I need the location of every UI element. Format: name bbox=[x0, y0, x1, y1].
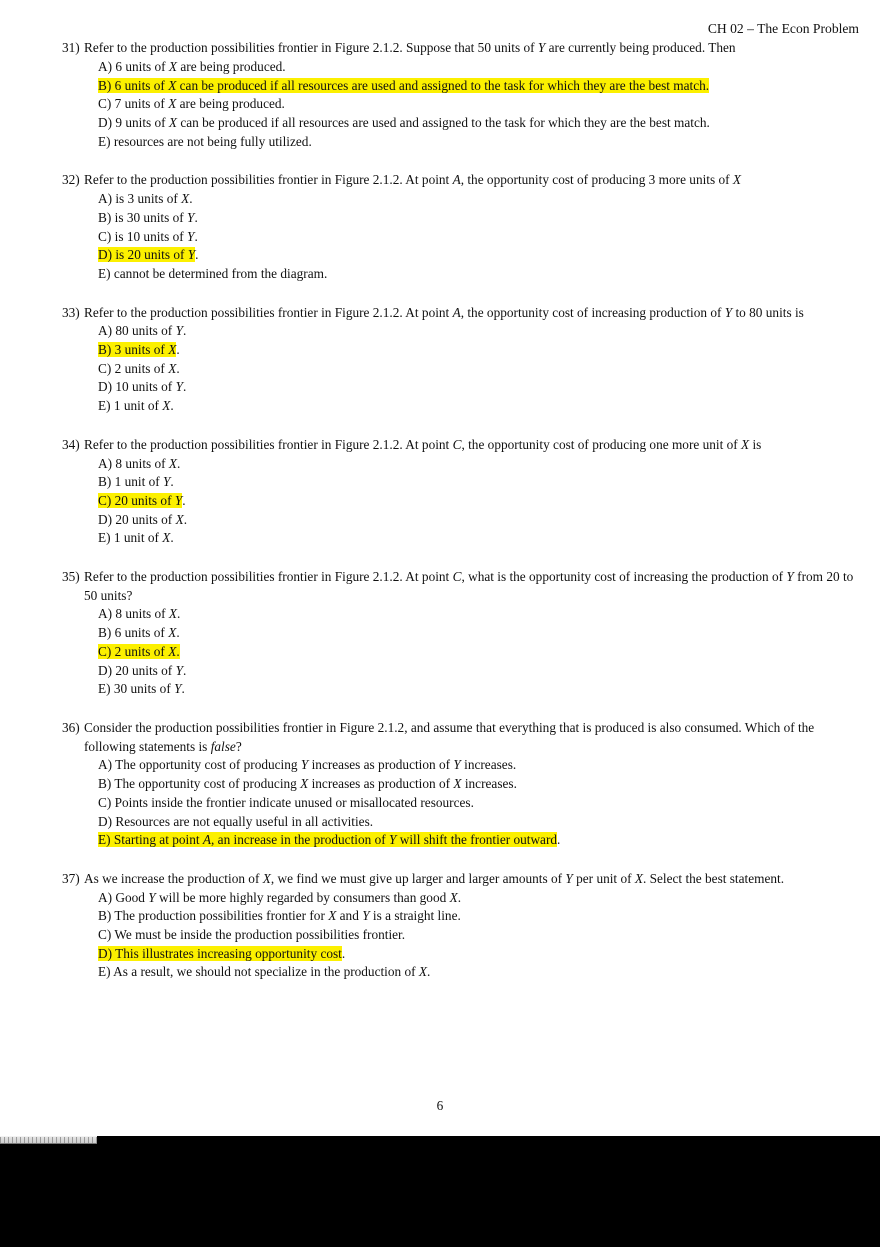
answer-option bbox=[98, 680, 859, 699]
answer-text: B) 1 unit of Y. bbox=[98, 474, 174, 490]
answer-text: C) 7 units of X are being produced. bbox=[98, 96, 285, 112]
answer-option bbox=[98, 945, 859, 964]
chapter-title: CH 02 – The Econ Problem bbox=[707, 21, 859, 36]
answer-option bbox=[98, 473, 859, 492]
highlighted-answer: B) 3 units of X bbox=[98, 342, 177, 358]
answer-option bbox=[98, 265, 859, 284]
answer-option bbox=[98, 624, 859, 643]
answer-tail: . bbox=[182, 492, 186, 508]
answer-option bbox=[98, 114, 859, 133]
question-number: 34) bbox=[62, 436, 80, 452]
answer-option bbox=[98, 889, 859, 908]
answer-option bbox=[98, 228, 859, 247]
scrollbar-fragment[interactable] bbox=[0, 1136, 97, 1144]
question-stem-row bbox=[62, 171, 859, 190]
answer-text: C) Points inside the frontier indicate unused or misallocated resources. bbox=[98, 794, 474, 810]
question-number: 33) bbox=[62, 304, 80, 320]
answer-text: A) The opportunity cost of producing Y increases as production of Y increases. bbox=[98, 757, 517, 773]
question-number: 31) bbox=[62, 40, 80, 56]
question bbox=[62, 39, 859, 151]
answer-text: E) cannot be determined from the diagram. bbox=[98, 265, 328, 281]
answer-text: E) As a result, we should not specialize in the production of X. bbox=[98, 964, 431, 980]
answer-option bbox=[98, 77, 859, 96]
answer-option bbox=[98, 95, 859, 114]
answer-option bbox=[98, 133, 859, 152]
options bbox=[98, 190, 859, 284]
answer-option bbox=[98, 529, 859, 548]
options bbox=[98, 58, 859, 152]
question bbox=[62, 304, 859, 416]
answer-text: D) 20 units of X. bbox=[98, 511, 188, 527]
answer-option bbox=[98, 209, 859, 228]
answer-text: A) is 3 units of X. bbox=[98, 191, 193, 207]
highlighted-answer: B) 6 units of X can be produced if all resources are used and assigned to the task for which they are the best match. bbox=[98, 77, 710, 93]
answer-option bbox=[98, 511, 859, 530]
question-stem: Refer to the production possibilities frontier in Figure 2.1.2. Suppose that 50 units of Y are currently being produced. Then bbox=[84, 40, 736, 56]
answer-tail: . bbox=[341, 945, 346, 961]
answer-option bbox=[98, 605, 859, 624]
answer-text: B) 6 units of X. bbox=[98, 625, 180, 641]
page-header bbox=[62, 20, 859, 39]
options bbox=[98, 605, 859, 699]
answer-option bbox=[98, 492, 859, 511]
question bbox=[62, 719, 859, 850]
question-stem-row bbox=[62, 870, 859, 889]
answer-text: A) 8 units of X. bbox=[98, 606, 181, 622]
question bbox=[62, 568, 859, 699]
answer-option bbox=[98, 756, 859, 775]
question bbox=[62, 171, 859, 283]
page-number: 6 bbox=[436, 1098, 444, 1113]
answer-text: B) The production possibilities frontier for X and Y is a straight line. bbox=[98, 908, 461, 924]
answer-tail: . bbox=[557, 832, 561, 848]
answer-tail: . bbox=[195, 247, 199, 263]
question-number: 32) bbox=[62, 172, 80, 188]
question-stem: Refer to the production possibilities frontier in Figure 2.1.2. At point A, the opportunity cost of producing 3 more units of X bbox=[84, 172, 742, 188]
answer-option bbox=[98, 58, 859, 77]
answer-option bbox=[98, 775, 859, 794]
highlighted-answer: C) 2 units of X. bbox=[98, 643, 180, 659]
answer-option bbox=[98, 190, 859, 209]
question-stem-row bbox=[62, 436, 859, 455]
answer-text: D) 9 units of X can be produced if all resources are used and assigned to the task for which they are the best match. bbox=[98, 115, 710, 131]
answer-option bbox=[98, 341, 859, 360]
question-number: 36) bbox=[62, 720, 80, 735]
answer-text: A) 8 units of X. bbox=[98, 455, 181, 471]
highlighted-answer: E) Starting at point A, an increase in the production of Y will shift the frontier outward bbox=[98, 832, 558, 848]
highlighted-answer: D) is 20 units of Y bbox=[98, 247, 196, 263]
answer-text: D) 10 units of Y. bbox=[98, 379, 187, 395]
question-stem: As we increase the production of X, we find we must give up larger and larger amounts of Y per unit of X. Select the best statement. bbox=[84, 870, 785, 886]
question-stem-row bbox=[62, 719, 859, 756]
answer-option bbox=[98, 662, 859, 681]
question-number: 35) bbox=[62, 569, 80, 585]
question-list bbox=[62, 39, 859, 982]
letterbox-band bbox=[0, 1145, 880, 1247]
answer-option bbox=[98, 360, 859, 379]
answer-text: D) Resources are not equally useful in all activities. bbox=[98, 813, 374, 829]
answer-text: C) 2 units of X. bbox=[98, 360, 180, 376]
question-stem: Refer to the production possibilities frontier in Figure 2.1.2. At point C, the opportunity cost of producing one more unit of X is bbox=[84, 436, 762, 452]
answer-option bbox=[98, 963, 859, 982]
answer-text: C) We must be inside the production possibilities frontier. bbox=[98, 927, 406, 943]
answer-text: E) 1 unit of X. bbox=[98, 398, 174, 414]
answer-option bbox=[98, 378, 859, 397]
answer-text: D) 20 units of Y. bbox=[98, 662, 187, 678]
answer-text: A) Good Y will be more highly regarded by consumers than good X. bbox=[98, 889, 462, 905]
question-stem-row bbox=[62, 304, 859, 323]
answer-option bbox=[98, 831, 859, 850]
answer-option bbox=[98, 397, 859, 416]
question bbox=[62, 436, 859, 548]
answer-option bbox=[98, 455, 859, 474]
answer-option bbox=[98, 907, 859, 926]
answer-text: A) 80 units of Y. bbox=[98, 323, 187, 339]
answer-option bbox=[98, 794, 859, 813]
answer-text: E) resources are not being fully utilized. bbox=[98, 133, 312, 149]
options bbox=[98, 889, 859, 983]
question bbox=[62, 870, 859, 982]
options bbox=[98, 455, 859, 549]
options bbox=[98, 756, 859, 850]
highlighted-answer: C) 20 units of Y bbox=[98, 492, 183, 508]
answer-option bbox=[98, 926, 859, 945]
answer-option bbox=[98, 643, 859, 662]
highlighted-answer: D) This illustrates increasing opportunity cost bbox=[98, 945, 342, 961]
answer-text: A) 6 units of X are being produced. bbox=[98, 58, 286, 74]
answer-text: E) 1 unit of X. bbox=[98, 530, 174, 546]
options bbox=[98, 322, 859, 416]
answer-tail: . bbox=[176, 342, 180, 358]
question-stem: Refer to the production possibilities frontier in Figure 2.1.2. At point C, what is the opportunity cost of increasing the production of Y from 20 to 50 units? bbox=[84, 569, 854, 603]
answer-option bbox=[98, 246, 859, 265]
question-stem-row bbox=[62, 568, 859, 605]
question-number: 37) bbox=[62, 870, 80, 886]
question-stem: Refer to the production possibilities frontier in Figure 2.1.2. At point A, the opportunity cost of increasing production of Y to 80 units is bbox=[84, 304, 804, 320]
question-stem: Consider the production possibilities frontier in Figure 2.1.2, and assume that everything that is produced is also consumed. Which of the following statements is false? bbox=[84, 720, 815, 754]
question-stem-row bbox=[62, 39, 859, 58]
answer-text: B) The opportunity cost of producing X increases as production of X increases. bbox=[98, 776, 517, 792]
answer-option bbox=[98, 813, 859, 832]
answer-option bbox=[98, 322, 859, 341]
answer-text: E) 30 units of Y. bbox=[98, 681, 185, 697]
answer-text: B) is 30 units of Y. bbox=[98, 209, 198, 225]
answer-text: C) is 10 units of Y. bbox=[98, 228, 198, 244]
